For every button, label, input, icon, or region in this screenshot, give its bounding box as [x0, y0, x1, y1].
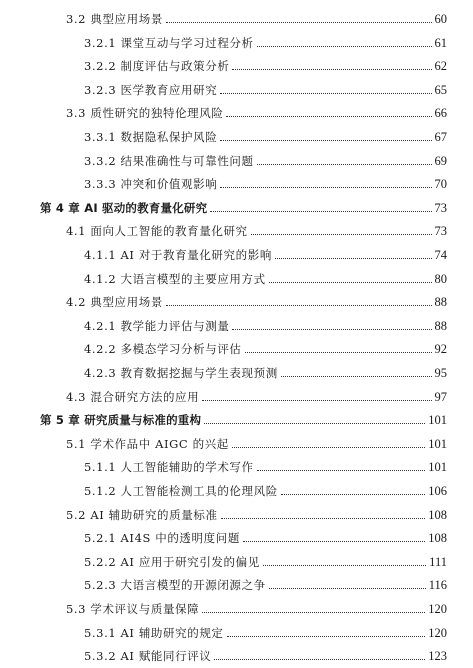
toc-subsection-entry[interactable]	[84, 620, 447, 640]
toc-page-number: 80	[434, 271, 447, 286]
toc-page-number: 97	[434, 389, 447, 404]
toc-dot-leader	[204, 423, 425, 424]
toc-entry-title: 3.2.3 医学教育应用研究	[84, 82, 218, 97]
toc-entry-title: 3.3.3 冲突和价值观影响	[84, 177, 218, 192]
toc-page-number: 61	[434, 35, 447, 50]
toc-entry-title: 3.2.1 课堂互动与学习过程分析	[84, 35, 254, 50]
toc-chapter-entry[interactable]	[40, 407, 447, 427]
toc-subsection-entry[interactable]	[84, 77, 447, 97]
toc-dot-leader	[257, 46, 432, 47]
toc-dot-leader	[275, 258, 432, 259]
toc-entry-title: 第 4 章 AI 驱动的教育量化研究	[40, 200, 208, 215]
toc-dot-leader	[166, 305, 432, 306]
toc-entry-title: 5.2 AI 辅助研究的质量标准	[66, 507, 218, 522]
toc-subsection-entry[interactable]	[84, 549, 447, 569]
toc-dot-leader	[232, 69, 431, 70]
toc-page-number: 65	[434, 82, 447, 97]
toc-page-number: 73	[434, 224, 447, 239]
toc-dot-leader	[257, 470, 426, 471]
toc-dot-leader	[166, 22, 432, 23]
toc-dot-leader	[220, 187, 431, 188]
toc-subsection-entry[interactable]	[84, 643, 447, 663]
toc-entry-title: 5.2.2 AI 应用于研究引发的偏见	[84, 554, 260, 569]
toc-dot-leader	[243, 541, 425, 542]
toc-subsection-entry[interactable]	[84, 53, 447, 73]
toc-dot-leader	[214, 659, 425, 660]
toc-subsection-entry[interactable]	[84, 171, 447, 191]
toc-entry-title: 5.1.2 人工智能检测工具的伦理风险	[84, 484, 278, 498]
toc-dot-leader	[232, 447, 425, 448]
toc-page-number: 60	[434, 12, 447, 26]
toc-page-number: 123	[428, 649, 447, 664]
toc-dot-leader	[257, 164, 432, 165]
toc-dot-leader	[269, 282, 432, 283]
toc-section-entry[interactable]	[66, 502, 447, 522]
toc-page-number: 108	[428, 531, 447, 546]
toc-page-number: 69	[434, 153, 447, 168]
toc-dot-leader	[251, 234, 432, 235]
toc-subsection-entry[interactable]	[84, 313, 447, 333]
toc-dot-leader	[210, 211, 431, 212]
toc-chapter-entry[interactable]	[40, 195, 447, 215]
toc-page-number: 95	[434, 366, 447, 380]
toc-entry-title: 4.3 混合研究方法的应用	[66, 389, 200, 404]
toc-entry-title: 4.2.2 多模态学习分析与评估	[84, 342, 242, 357]
toc-page-number: 108	[428, 507, 447, 522]
toc-section-entry[interactable]	[66, 596, 447, 616]
toc-entry-title: 4.1.1 AI 对于教育量化研究的影响	[84, 248, 272, 262]
toc-subsection-entry[interactable]	[84, 478, 447, 498]
toc-section-entry[interactable]	[66, 6, 447, 26]
toc-dot-leader	[226, 116, 431, 117]
toc-subsection-entry[interactable]	[84, 148, 447, 168]
toc-entry-title: 5.2.1 AI4S 中的透明度问题	[84, 531, 240, 546]
toc-page-number: 88	[434, 295, 447, 310]
toc-page-number: 101	[428, 460, 447, 475]
toc-page-number: 101	[428, 413, 447, 428]
toc-subsection-entry[interactable]	[84, 124, 447, 144]
toc-section-entry[interactable]	[66, 100, 447, 120]
toc-entry-title: 3.2.2 制度评估与政策分析	[84, 59, 230, 74]
toc-entry-title: 5.3.1 AI 辅助研究的规定	[84, 625, 224, 640]
toc-page-number: 106	[428, 484, 447, 498]
toc-dot-leader	[281, 376, 432, 377]
toc-dot-leader	[220, 140, 431, 141]
toc-dot-leader	[220, 93, 431, 94]
toc-entry-title: 5.1.1 人工智能辅助的学术写作	[84, 460, 254, 475]
toc-dot-leader	[202, 612, 425, 613]
toc-entry-title: 3.2 典型应用场景	[66, 12, 163, 26]
toc-page-number: 120	[428, 625, 447, 640]
toc-page-number: 88	[434, 318, 447, 333]
toc-page-number: 70	[434, 177, 447, 192]
toc-subsection-entry[interactable]	[84, 525, 447, 545]
toc-subsection-entry[interactable]	[84, 266, 447, 286]
toc-dot-leader	[245, 352, 432, 353]
toc-subsection-entry[interactable]	[84, 242, 447, 262]
toc-page-number: 62	[434, 59, 447, 74]
toc-entry-title: 5.2.3 大语言模型的开源闭源之争	[84, 578, 266, 593]
toc-entry-title: 4.1 面向人工智能的教育量化研究	[66, 224, 248, 239]
toc-entry-title: 3.3.1 数据隐私保护风险	[84, 130, 218, 144]
toc-page-number: 73	[434, 200, 447, 215]
toc-dot-leader	[232, 329, 431, 330]
toc-subsection-entry[interactable]	[84, 572, 447, 592]
toc-section-entry[interactable]	[66, 289, 447, 309]
toc-page-number: 120	[428, 602, 447, 616]
toc-page-number: 111	[429, 554, 447, 569]
toc-entry-title: 3.3 质性研究的独特伦理风险	[66, 106, 224, 121]
toc-entry-title: 4.2.1 教学能力评估与测量	[84, 318, 230, 333]
toc-page-number: 92	[434, 342, 447, 357]
toc-page-number: 116	[428, 578, 447, 593]
toc-section-entry[interactable]	[66, 431, 447, 451]
toc-dot-leader	[202, 400, 431, 401]
toc-subsection-entry[interactable]	[84, 30, 447, 50]
toc-entry-title: 4.1.2 大语言模型的主要应用方式	[84, 271, 266, 286]
toc-entry-title: 3.3.2 结果准确性与可靠性问题	[84, 153, 254, 168]
toc-dot-leader	[221, 518, 426, 519]
toc-section-entry[interactable]	[66, 384, 447, 404]
toc-dot-leader	[269, 588, 426, 589]
toc-subsection-entry[interactable]	[84, 454, 447, 474]
toc-page-number: 66	[434, 106, 447, 121]
toc-section-entry[interactable]	[66, 218, 447, 238]
toc-subsection-entry[interactable]	[84, 360, 447, 380]
toc-dot-leader	[227, 636, 426, 637]
toc-entry-title: 5.3 学术评议与质量保障	[66, 602, 200, 616]
toc-dot-leader	[263, 565, 426, 566]
toc-page-number: 67	[434, 130, 447, 144]
toc-subsection-entry[interactable]	[84, 336, 447, 356]
toc-entry-title: 4.2.3 教育数据挖掘与学生表现预测	[84, 366, 278, 380]
toc-entry-title: 5.1 学术作品中 AIGC 的兴起	[66, 436, 229, 451]
toc-dot-leader	[281, 494, 425, 495]
toc-page-number: 101	[428, 436, 447, 451]
toc-entry-title: 5.3.2 AI 赋能同行评议	[84, 649, 212, 664]
toc-entry-title: 第 5 章 研究质量与标准的重构	[40, 413, 202, 428]
toc-page-number: 74	[434, 248, 447, 262]
toc-entry-title: 4.2 典型应用场景	[66, 295, 163, 310]
